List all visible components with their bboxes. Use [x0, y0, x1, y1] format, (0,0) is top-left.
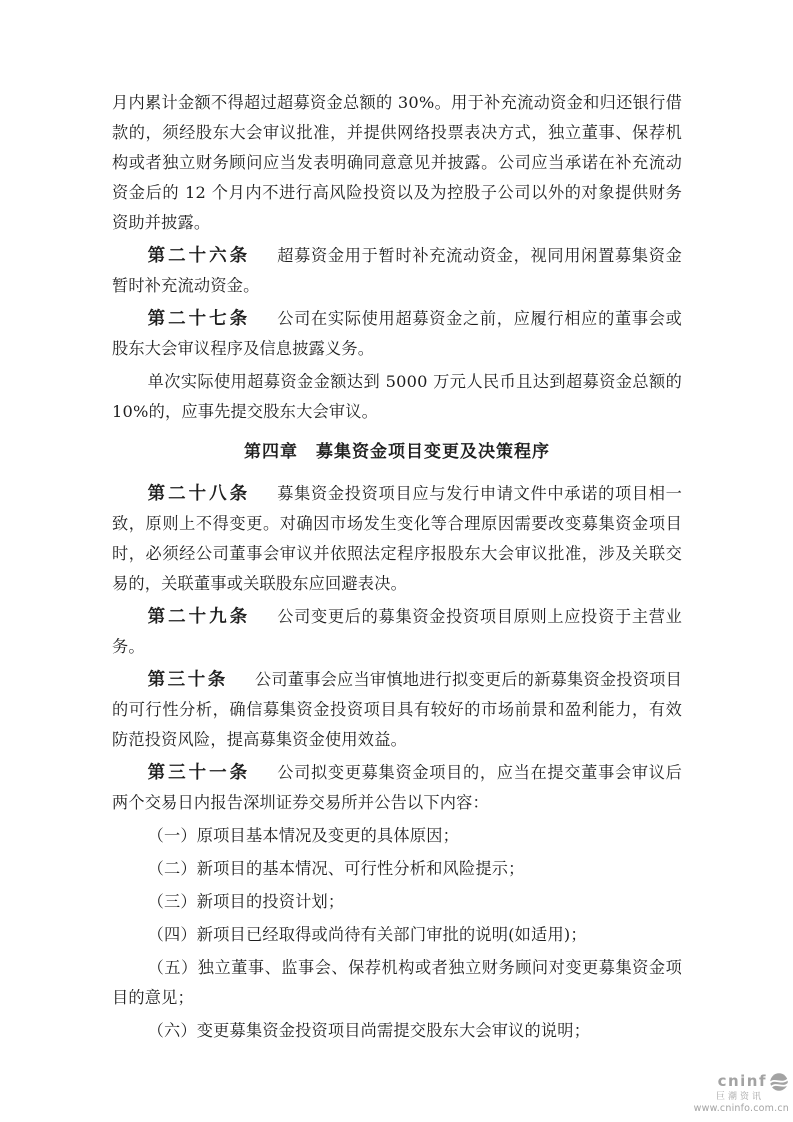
- cninfo-brand-row: [694, 1072, 789, 1092]
- article-30: [112, 665, 682, 755]
- paragraph-continuation: 月内累计金额不得超过超募资金总额的 30%。用于补充流动资金和归还银行借款的，须经股东大会审议批准，并提供网络投票表决方式，独立董事、保荐机构或者独立财务顾问应当发表明确同意意见并披露。公司应当承诺在补充流动资金后的 12 个月内不进行高风险投资以及为控股子公司以外的对象提供财务资助并披露。: [112, 93, 682, 232]
- article-29: [112, 602, 682, 662]
- article-31-text: 公司拟变更募集资金项目的，应当在提交董事会审议后两个交易日内报告深圳证券交易所并公告以下内容：: [112, 763, 682, 812]
- article-29-text: 公司变更后的募集资金投资项目原则上应投资于主营业务。: [112, 607, 682, 656]
- cninfo-website: www.cninfo.com.cn: [693, 1102, 789, 1114]
- cninfo-watermark: [694, 1072, 789, 1114]
- cninfo-swirl-icon: [769, 1072, 789, 1092]
- paragraph-indented: 单次实际使用超募资金金额达到 5000 万元人民币且达到超募资金总额的10%的，应事先提交股东大会审议。: [112, 372, 682, 421]
- list-item-1: （一）原项目基本情况及变更的具体原因；: [147, 826, 459, 845]
- chapter-heading: 第四章 募集资金项目变更及决策程序: [244, 442, 550, 462]
- list-item-4: （四）新项目已经取得或尚待有关部门审批的说明(如适用)；: [147, 925, 587, 944]
- article-30-number: 第三十条: [147, 670, 228, 690]
- document-body: [112, 88, 682, 1049]
- article-26-text: 超募资金用于暂时补充流动资金，视同用闲置募集资金暂时补充流动资金。: [112, 246, 682, 295]
- article-31-number: 第三十一条: [147, 763, 251, 783]
- article-26-number: 第二十六条: [147, 246, 251, 266]
- article-27-number: 第二十七条: [147, 309, 251, 329]
- article-30-text: 公司董事会应当审慎地进行拟变更后的新募集资金投资项目的可行性分析，确信募集资金投资项目具有较好的市场前景和盈利能力，有效防范投资风险，提高募集资金使用效益。: [112, 670, 683, 749]
- list-item-5: （五）独立董事、监事会、保荐机构或者独立财务顾问对变更募集资金项目的意见；: [112, 958, 682, 1007]
- article-31: [112, 758, 682, 818]
- article-26: [112, 241, 682, 301]
- article-27-text: 公司在实际使用超募资金之前，应履行相应的董事会或股东大会审议程序及信息披露义务。: [112, 309, 682, 358]
- article-28: [112, 479, 682, 599]
- article-27: [112, 304, 682, 364]
- list-item-3: （三）新项目的投资计划；: [147, 892, 345, 911]
- list-item-2: （二）新项目的基本情况、可行性分析和风险提示；: [147, 859, 525, 878]
- list-item-6: （六）变更募集资金投资项目尚需提交股东大会审议的说明；: [147, 1021, 591, 1040]
- cninfo-chinese-name: 巨潮资讯: [715, 1091, 764, 1102]
- article-29-number: 第二十九条: [147, 607, 251, 627]
- article-28-text: 募集资金投资项目应与发行申请文件中承诺的项目相一致，原则上不得变更。对确因市场发生变化等合理原因需要改变募集资金项目时，必须经公司董事会审议并依照法定程序报股东大会审议批准，涉及关联交易的，关联董事或关联股东应回避表决。: [112, 484, 682, 593]
- article-28-number: 第二十八条: [147, 484, 251, 504]
- cninfo-logo-text: cninf: [717, 1072, 767, 1091]
